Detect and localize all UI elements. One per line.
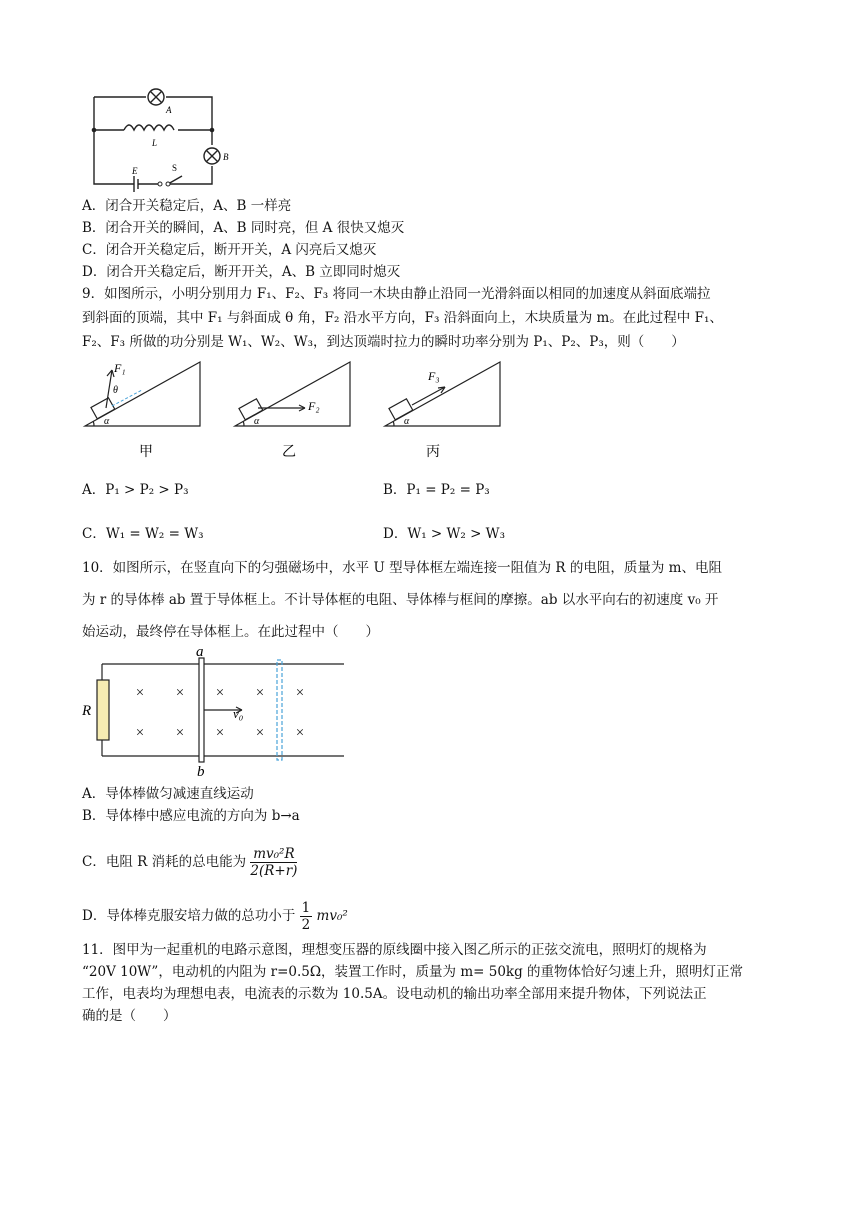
q9-option-a: A．P₁ > P₂ > P₃ [82, 482, 189, 498]
q9-option-d: D．W₁ > W₂ > W₃ [383, 526, 505, 542]
field-mark: × [175, 685, 185, 701]
q9-stem-line-1: 9．如图所示，小明分别用力 F₁、F₂、F₃ 将同一木块由静止沿同一光滑斜面以相同的加速度从斜面底端拉 [82, 286, 711, 302]
field-mark: × [255, 685, 265, 701]
label-a: a [196, 644, 204, 660]
label-switch: S [172, 163, 178, 173]
field-mark: × [215, 685, 225, 701]
label-f2: F₂ [308, 399, 320, 413]
label-source: E [132, 166, 138, 176]
fraction-denominator: 2(R+r) [250, 863, 298, 879]
q10-option-d-text: D．导体棒克服安培力做的总功小于 [82, 908, 296, 924]
fraction-half [300, 900, 313, 933]
q11-stem-line-4: 确的是（ ） [82, 1008, 177, 1024]
incline-figure-2 [232, 358, 362, 466]
label-f3: F₃ [428, 369, 440, 383]
field-mark: × [295, 685, 305, 701]
caption-bing: 丙 [426, 445, 440, 460]
label-b: b [197, 764, 205, 778]
q10-option-d [82, 898, 348, 934]
q11-stem-line-3: 工作，电表均为理想电表，电流表的示数为 10.5A。设电动机的输出功率全部用来提升物体，下列说法正 [82, 986, 707, 1002]
q9-option-c: C．W₁ = W₂ = W₃ [82, 526, 204, 542]
q8-option-d: D．闭合开关稳定后，断开开关，A、B 立即同时熄灭 [82, 264, 401, 280]
field-mark: × [175, 725, 185, 741]
field-mark: × [215, 725, 225, 741]
q10-stem-line-1: 10．如图所示，在竖直向下的匀强磁场中，水平 U 型导体框左端连接一阻值为 R 的电阻，质量为 m、电阻 [82, 560, 722, 576]
label-alpha-2: α [254, 416, 260, 427]
field-mark: × [135, 685, 145, 701]
fraction-numerator: 1 [301, 900, 311, 916]
q8-option-a: A．闭合开关稳定后，A、B 一样亮 [82, 198, 292, 214]
q10-option-c [82, 844, 297, 880]
circuit-diagram [82, 82, 232, 192]
incline-figure-1 [82, 358, 212, 466]
label-lamp-b: B [223, 152, 229, 162]
q10-option-a: A．导体棒做匀减速直线运动 [82, 786, 254, 802]
fraction-electric-energy [250, 846, 297, 879]
field-mark: × [135, 725, 145, 741]
kinetic-energy-term: mv₀² [316, 908, 348, 924]
label-theta: θ [113, 385, 118, 396]
q10-stem-line-3: 始运动，最终停在导体框上。在此过程中（ ） [82, 624, 379, 640]
fraction-numerator: mv₀²R [250, 846, 297, 863]
label-lamp-a: A [166, 105, 172, 115]
label-inductor: L [152, 138, 158, 148]
q8-option-c: C．闭合开关稳定后，断开开关，A 闪亮后又熄灭 [82, 242, 377, 258]
q9-stem-line-3: F₂、F₃ 所做的功分别是 W₁、W₂、W₃，到达顶端时拉力的瞬时功率分别为 P₁、P₂、P₃，则（ ） [82, 334, 685, 350]
label-f1: F₁ [114, 361, 126, 375]
q10-option-c-text: C．电阻 R 消耗的总电能为 [82, 854, 247, 870]
field-mark: × [295, 725, 305, 741]
label-alpha-1: α [104, 416, 110, 427]
field-mark: × [255, 725, 265, 741]
fraction-denominator: 2 [301, 917, 311, 933]
q9-option-b: B．P₁ = P₂ = P₃ [383, 482, 490, 498]
q10-option-b: B．导体棒中感应电流的方向为 b→a [82, 808, 300, 824]
incline-figure-3 [382, 358, 512, 466]
label-v0: v₀ [233, 706, 244, 721]
q9-stem-line-2: 到斜面的顶端，其中 F₁ 与斜面成 θ 角，F₂ 沿水平方向，F₃ 沿斜面向上，木块质量为 m。在此过程中 F₁、 [82, 310, 723, 326]
caption-yi: 乙 [282, 445, 296, 460]
caption-jia: 甲 [139, 445, 153, 460]
rail-diagram [82, 644, 352, 778]
label-alpha-3: α [404, 416, 410, 427]
q11-stem-line-1: 11．图甲为一起重机的电路示意图，理想变压器的原线圈中接入图乙所示的正弦交流电，照明灯的规格为 [82, 942, 707, 958]
q8-option-b: B．闭合开关的瞬间，A、B 同时亮，但 A 很快又熄灭 [82, 220, 405, 236]
q10-stem-line-2: 为 r 的导体棒 ab 置于导体框上。不计导体框的电阻、导体棒与框间的摩擦。ab 以水平向右的初速度 v₀ 开 [82, 592, 719, 608]
q11-stem-line-2: “20V 10W”，电动机的内阻为 r=0.5Ω，装置工作时，质量为 m= 50kg 的重物体恰好匀速上升，照明灯正常 [82, 964, 744, 980]
label-resistor: R [82, 703, 92, 719]
